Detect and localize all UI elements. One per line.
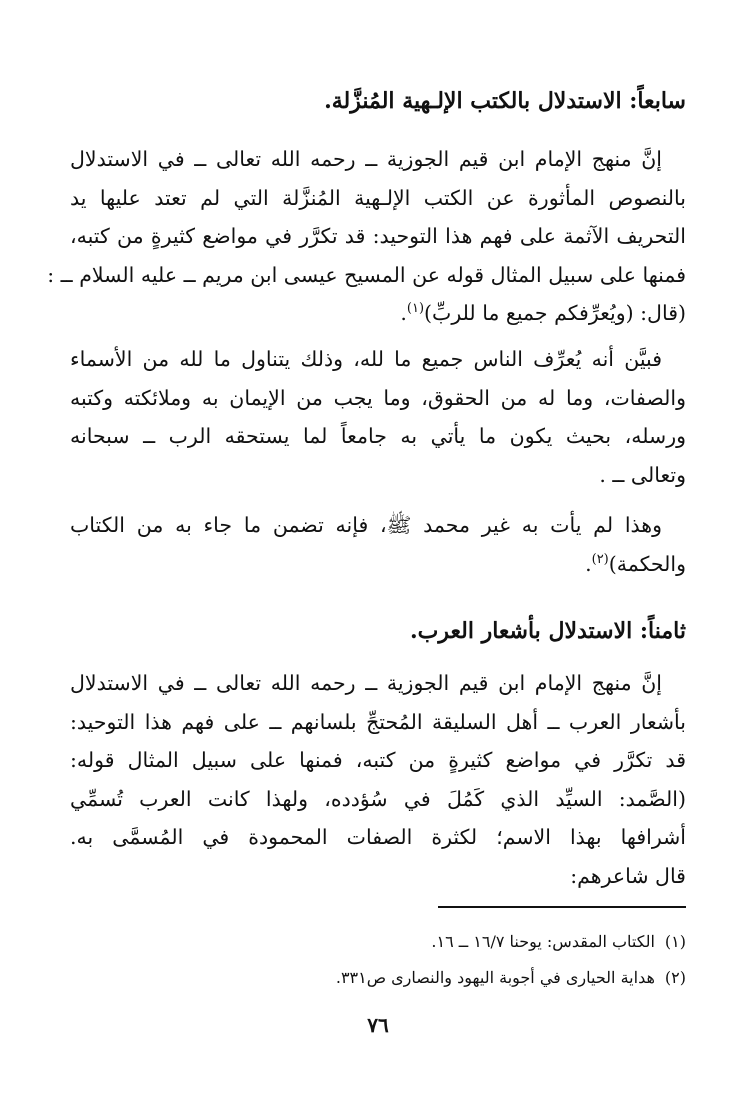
section-heading-7 — [70, 86, 686, 116]
footnote-number: (١) — [664, 932, 686, 951]
sentence-end: . — [585, 551, 592, 576]
text-line: (الصَّمد: السيِّد الذي كَمُلَ في سُؤدده، ولهذا كانت العرب تُسمِّي — [70, 786, 686, 811]
footnote-separator — [438, 906, 686, 908]
footnote-marker: (٢) — [591, 551, 609, 567]
footnotes — [70, 924, 686, 996]
text-line-content: (قال: (ويُعرِّفكم جميع ما للربِّ) — [424, 301, 686, 325]
section-heading-7-text: سابعاً: الاستدلال بالكتب الإلـهية المُنزَّلة. — [324, 88, 686, 114]
text-line: إنَّ منهج الإمام ابن قيم الجوزية ــ رحمه الله تعالى ــ في الاستدلال — [70, 147, 662, 171]
text-line — [70, 545, 686, 584]
text-line: إنَّ منهج الإمام ابن قيم الجوزية ــ رحمه الله تعالى ــ في الاستدلال — [70, 671, 662, 695]
text-line: ورسله، بحيث يكون ما يأتي به جامعاً لما يستحقه الرب ــ سبحانه — [70, 424, 686, 448]
text-line: فبيَّن أنه يُعرِّف الناس جميع ما لله، وذلك يتناول ما لله من الأسماء — [70, 347, 662, 371]
text-line: فمنها على سبيل المثال قوله عن المسيح عيسى ابن مريم ــ عليه السلام ــ : — [47, 262, 686, 287]
text-line: التحريف الآثمة على فهم هذا التوحيد: قد تكرَّر في مواضع كثيرةٍ من كتبه، — [70, 224, 686, 248]
footnote-1 — [70, 924, 686, 960]
text-line: بالنصوص المأثورة عن الكتب الإلـهية المُنزَّلة التي لم تعتد عليها يد — [70, 185, 686, 210]
text-line: وهذا لم يأت به غير محمد ﷺ، فإنه تضمن ما جاء به من الكتاب — [70, 513, 662, 537]
section8-paragraph-1 — [70, 664, 686, 895]
footnote-marker: (١) — [406, 301, 425, 317]
page-number-text: ٧٦ — [367, 1013, 389, 1037]
text-line: أشرافها بهذا الاسم؛ لكثرة الصفات المحمودة في المُسمَّى به. — [70, 825, 686, 849]
text-line: قد تكرَّر في مواضع كثيرةٍ من كتبه، فمنها على سبيل المثال قوله: — [70, 748, 686, 772]
section7-paragraph-1 — [47, 140, 686, 333]
section7-paragraph-3 — [70, 506, 686, 583]
section-heading-8-text: ثامناً: الاستدلال بأشعار العرب. — [410, 618, 686, 644]
page-number — [0, 1013, 756, 1037]
text-line-content: والحكمة) — [608, 551, 686, 576]
sentence-end: . — [400, 301, 407, 325]
text-line — [70, 294, 686, 333]
section7-paragraph-2 — [70, 340, 686, 494]
text-line: والصفات، وما له من الحقوق، وما يجب من الإيمان به وملائكته وكتبه — [70, 385, 686, 410]
footnote-2 — [70, 960, 686, 996]
footnote-text: الكتاب المقدس: يوحنا ١٦/٧ ــ ١٦. — [431, 932, 655, 951]
footnote-number: (٢) — [664, 968, 686, 987]
text-line: وتعالى ــ . — [599, 462, 686, 487]
footnote-text: هداية الحيارى في أجوبة اليهود والنصارى ص٣٣١. — [335, 968, 655, 987]
section-heading-8 — [70, 616, 686, 646]
text-line: بأشعار العرب ــ أهل السليقة المُحتجِّ بلسانهم ــ على فهم هذا التوحيد: — [70, 709, 686, 734]
text-line: قال شاعرهم: — [570, 863, 686, 888]
